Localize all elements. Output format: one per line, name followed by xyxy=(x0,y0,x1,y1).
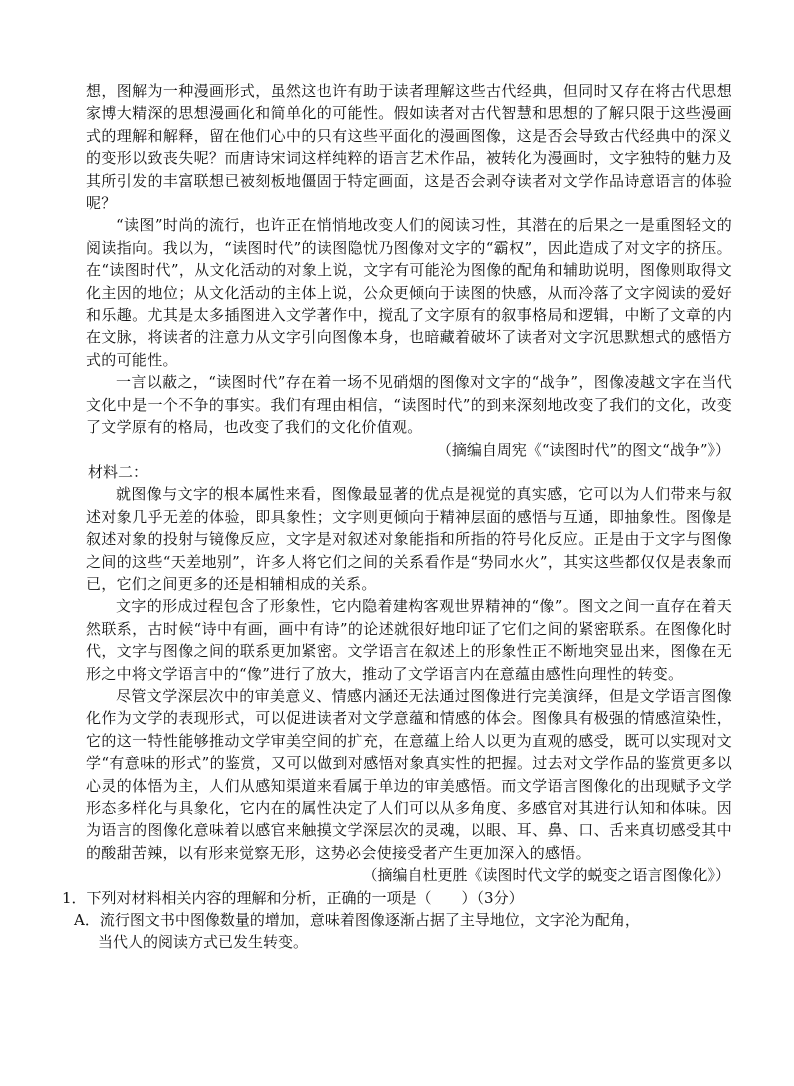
question-1-stem: 1．下列对材料相关内容的理解和分析，正确的一项是（ ）（3分） xyxy=(62,888,524,907)
material2-paragraph-1: 就图像与文字的根本属性来看，图像最显著的优点是视觉的真实感，它可以为人们带来与叙述对象几乎无差的体验，即具象性；文字则更倾向于精神层面的感悟与互通，即抽象性。图像是叙述对象的投射与镜像反应，文字是对叙述对象能指和所指的符号化反应。正是由于文字与图像之间的这些“天差地别”，许多人将它们之间的关系看作是“势同水火”，其实这些都仅仅是表象而已，它们之间更多的还是相辅相成的关系。 xyxy=(86,485,732,593)
material2-paragraph-2: 文字的形成过程包含了形象性，它内隐着建构客观世界精神的“像”。图文之间一直存在着天然联系，古时候“诗中有画，画中有诗”的论述就很好地印证了它们之间的紧密联系。在图像化时代，文字与图像之间的联系更加紧密。文学语言在叙述上的形象性正不断地突显出来，图像在无形之中将文学语言中的“像”进行了放大，推动了文学语言内在意蕴由感性向理性的转变。 xyxy=(86,597,732,683)
option-a-line-1: A．流行图文书中图像数量的增加，意味着图像逐渐占据了主导地位，文字沦为配角， xyxy=(74,911,640,930)
question-1-option-a xyxy=(74,909,732,954)
material2-paragraph-3: 尽管文学深层次中的审美意义、情感内涵还无法通过图像进行完美演绎，但是文学语言图像化作为文学的表现形式，可以促进读者对文学意蕴和情感的体会。图像具有极强的情感渲染性，它的这一特性能够推动文学审美空间的扩充，在意蕴上给人以更为直观的感受，既可以实现对文学“有意味的形式”的鉴赏，又可以做到对感悟对象真实性的把握。过去对文学作品的鉴赏更多以心灵的体悟为主，人们从感知渠道来看属于单边的审美感悟。而文学语言图像化的出现赋予文学形态多样化与具象化，它内在的属性决定了人们可以从多角度、多感官对其进行认知和体味。因为语言的图像化意味着以感官来触摸文学深层次的灵魂，以眼、耳、鼻、口、舌来真切感受其中的酸甜苦辣，以有形来觉察无形，这势必会使接受者产生更加深入的感悟。 xyxy=(86,686,732,862)
material1-paragraph-3: 一言以蔽之，“读图时代”存在着一场不见硝烟的图像对文字的“战争”，图像凌越文字在当代文化中是一个不争的事实。我们有理由相信，“读图时代”的到来深刻地改变了我们的文化，改变了文学原有的格局，也改变了我们的文化价值观。 xyxy=(86,373,732,437)
material2-heading: 材料二： xyxy=(88,462,149,481)
material2-source: （摘编自杜更胜《读图时代文学的蜕变之语言图像化》） xyxy=(362,866,730,885)
material1-paragraph-1: 想，图解为一种漫画形式，虽然这也许有助于读者理解这些古代经典，但同时又存在将古代思想家博大精深的思想漫画化和简单化的可能性。假如读者对古代智慧和思想的了解只限于这些漫画式的理解和解释，留在他们心中的只有这些平面化的漫画图像，这是否会导致古代经典中的深义的变形以致丧失呢？而唐诗宋词这样纯粹的语言艺术作品，被转化为漫画时，文字独特的魅力及其所引发的丰富联想已被刻板地僵固于特定画面，这是否会剥夺读者对文学作品诗意语言的体验呢？ xyxy=(86,82,732,213)
document-page xyxy=(62,80,732,954)
material1-paragraph-2: “读图”时尚的流行，也许正在悄悄地改变人们的阅读习性，其潜在的后果之一是重图轻文的阅读指向。我以为，“读图时代”的读图隐忧乃图像对文字的“霸权”，因此造成了对文字的挤压。在“读图时代”，从文化活动的对象上说，文字有可能沦为图像的配角和辅助说明，图像则取得文化主因的地位；从文化活动的主体上说，公众更倾向于读图的快感，从而冷落了文字阅读的爱好和乐趣。尤其是太多插图进入文学著作中，搅乱了文字原有的叙事格局和逻辑，中断了文章的内在文脉，将读者的注意力从文字引向图像本身，也暗藏着破坏了读者对文字沉思默想式的感悟方式的可能性。 xyxy=(86,216,732,369)
material1-source: （摘编自周宪《“读图时代”的图文“战争”》） xyxy=(436,440,730,459)
option-a-line-2: 当代人的阅读方式已发生转变。 xyxy=(98,933,309,952)
